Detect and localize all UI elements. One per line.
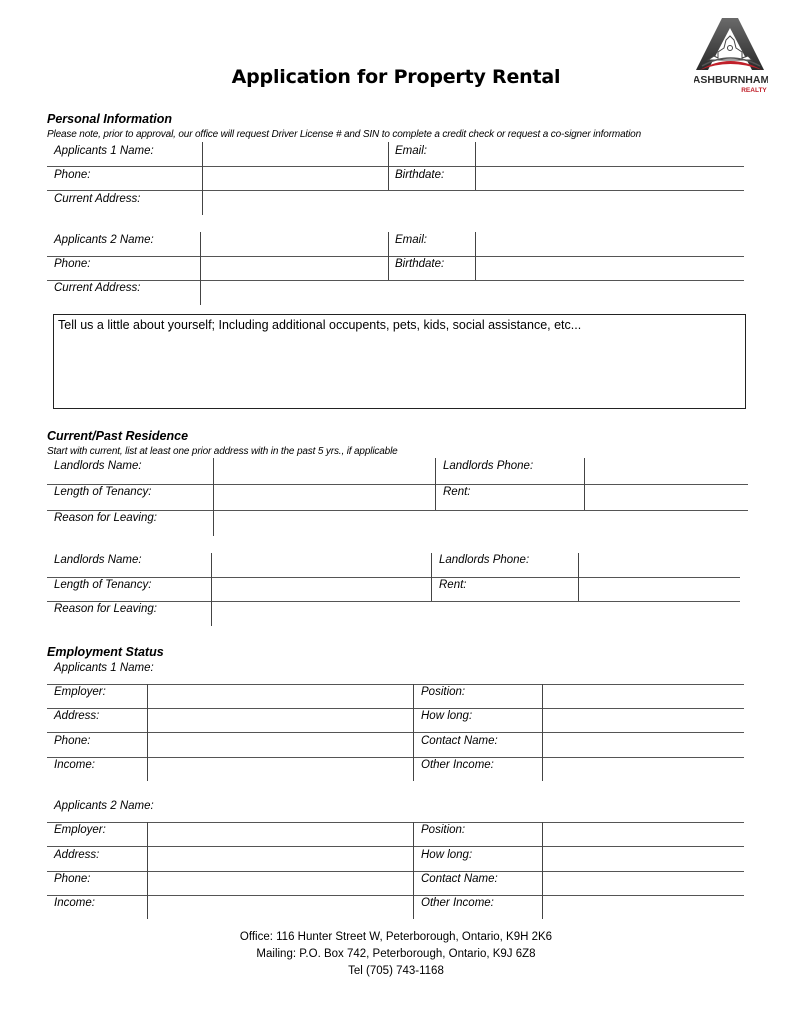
house-a-logo-icon: [694, 16, 768, 96]
landlord-name-field[interactable]: [214, 458, 435, 483]
contact-label: Contact Name:: [421, 873, 498, 885]
about-yourself-textarea[interactable]: [56, 337, 743, 406]
divider: [542, 684, 543, 781]
footer-mailing-address: Mailing: P.O. Box 742, Peterborough, Ontario, K9J 6Z8: [256, 948, 536, 960]
tenancy-field[interactable]: [214, 485, 435, 509]
applicant2-phone-field[interactable]: [202, 257, 388, 280]
applicant1-birthdate-label: Birthdate:: [395, 169, 445, 181]
divider: [584, 458, 585, 510]
rent-field[interactable]: [585, 485, 748, 509]
footer-contact: [0, 929, 792, 980]
rent-label: Rent:: [443, 486, 471, 498]
about-yourself-box: [53, 314, 746, 409]
address-label: Address:: [54, 849, 100, 861]
phone-field[interactable]: [148, 733, 413, 756]
divider: [475, 232, 476, 280]
divider: [578, 553, 579, 601]
svg-text:REALTY: REALTY: [741, 87, 767, 94]
reason-label: Reason for Leaving:: [54, 512, 157, 524]
divider: [47, 166, 744, 167]
page-title: Application for Property Rental: [231, 66, 561, 88]
divider: [47, 256, 744, 257]
reason-field[interactable]: [214, 511, 748, 535]
footer-telephone: Tel (705) 743-1168: [348, 965, 444, 977]
employer-label: Employer:: [54, 686, 106, 698]
divider: [202, 142, 203, 215]
divider: [47, 871, 744, 872]
divider: [147, 822, 148, 919]
applicant1-phone-label: Phone:: [54, 169, 91, 181]
phone-label: Phone:: [54, 873, 91, 885]
divider: [47, 732, 744, 733]
applicant2-address-label: Current Address:: [54, 282, 141, 294]
applicant1-email-label: Email:: [395, 145, 427, 157]
personal-info-heading: Personal Information: [47, 112, 173, 126]
howlong-field[interactable]: [543, 709, 744, 732]
address-label: Address:: [54, 710, 100, 722]
employment-applicant1-label: Applicants 1 Name:: [54, 662, 154, 674]
landlord-phone-field[interactable]: [585, 458, 748, 483]
landlord-name-field[interactable]: [212, 553, 431, 576]
applicant1-name-label: Applicants 1 Name:: [54, 145, 154, 157]
phone-label: Phone:: [54, 735, 91, 747]
applicant2-email-field[interactable]: [476, 232, 744, 255]
applicant2-birthdate-label: Birthdate:: [395, 258, 445, 270]
applicant2-birthdate-field[interactable]: [476, 257, 744, 280]
contact-label: Contact Name:: [421, 735, 498, 747]
applicant2-email-label: Email:: [395, 234, 427, 246]
divider: [47, 895, 744, 896]
position-field[interactable]: [543, 823, 744, 846]
landlord-phone-label: Landlords Phone:: [439, 554, 530, 566]
other-income-label: Other Income:: [421, 897, 494, 909]
residence-note: Start with current, list at least one prior address with in the past 5 yrs., if applicable: [47, 446, 398, 457]
company-logo: [694, 16, 768, 96]
position-label: Position:: [421, 686, 466, 698]
contact-field[interactable]: [543, 733, 744, 756]
position-field[interactable]: [543, 685, 744, 708]
employer-label: Employer:: [54, 824, 106, 836]
applicant1-phone-field[interactable]: [203, 167, 388, 190]
income-label: Income:: [54, 759, 95, 771]
landlord-phone-label: Landlords Phone:: [443, 460, 534, 472]
applicant1-address-field[interactable]: [203, 191, 744, 214]
employment-heading: Employment Status: [47, 645, 164, 659]
divider: [47, 190, 744, 191]
divider: [388, 232, 389, 280]
employment-applicant2-label: Applicants 2 Name:: [54, 800, 154, 812]
divider: [47, 846, 744, 847]
other-income-label: Other Income:: [421, 759, 494, 771]
divider: [47, 708, 744, 709]
divider: [211, 553, 212, 626]
position-label: Position:: [421, 824, 466, 836]
divider: [213, 458, 214, 536]
other-income-field[interactable]: [543, 896, 744, 919]
income-field[interactable]: [148, 896, 413, 919]
divider: [475, 142, 476, 190]
divider: [388, 142, 389, 190]
howlong-field[interactable]: [543, 847, 744, 870]
personal-info-note: Please note, prior to approval, our office will request Driver License # and SIN to complete a credit check or request a co-signer information: [47, 129, 642, 140]
applicant1-name-field[interactable]: [203, 142, 388, 165]
employer-field[interactable]: [148, 823, 413, 846]
divider: [47, 822, 744, 823]
divider: [47, 601, 740, 602]
footer-office-address: Office: 116 Hunter Street W, Peterborough, Ontario, K9H 2K6: [239, 931, 553, 943]
contact-field[interactable]: [543, 872, 744, 895]
landlord-name-label: Landlords Name:: [54, 460, 142, 472]
applicant1-address-label: Current Address:: [54, 193, 141, 205]
divider: [47, 510, 748, 511]
tenancy-label: Length of Tenancy:: [54, 579, 152, 591]
residence-heading: Current/Past Residence: [47, 429, 189, 443]
svg-text:ASHBURNHAM: ASHBURNHAM: [694, 74, 768, 86]
divider: [413, 822, 414, 919]
rent-field[interactable]: [579, 578, 740, 601]
divider: [47, 280, 744, 281]
about-yourself-label: Tell us a little about yourself; Including additional occupents, pets, kids, social assistance, etc...: [58, 318, 582, 332]
applicant2-phone-label: Phone:: [54, 258, 91, 270]
applicant2-address-field[interactable]: [202, 281, 744, 304]
divider: [431, 553, 432, 601]
divider: [47, 577, 740, 578]
divider: [200, 232, 201, 305]
howlong-label: How long:: [421, 710, 473, 722]
employer-field[interactable]: [148, 685, 413, 708]
howlong-label: How long:: [421, 849, 473, 861]
applicant2-name-field[interactable]: [202, 232, 388, 255]
other-income-field[interactable]: [543, 758, 744, 781]
address-field[interactable]: [148, 709, 413, 732]
applicant2-name-label: Applicants 2 Name:: [54, 234, 154, 246]
landlord-phone-field[interactable]: [579, 553, 740, 576]
tenancy-label: Length of Tenancy:: [54, 486, 152, 498]
applicant1-birthdate-field[interactable]: [476, 167, 744, 190]
divider: [435, 458, 436, 510]
phone-field[interactable]: [148, 872, 413, 895]
divider: [47, 757, 744, 758]
tenancy-field[interactable]: [212, 578, 431, 601]
reason-field[interactable]: [212, 602, 740, 625]
address-field[interactable]: [148, 847, 413, 870]
rent-label: Rent:: [439, 579, 467, 591]
divider: [542, 822, 543, 919]
divider: [47, 484, 748, 485]
income-label: Income:: [54, 897, 95, 909]
landlord-name-label: Landlords Name:: [54, 554, 142, 566]
divider: [413, 684, 414, 781]
divider: [47, 684, 744, 685]
divider: [147, 684, 148, 781]
income-field[interactable]: [148, 758, 413, 781]
applicant1-email-field[interactable]: [476, 142, 744, 165]
reason-label: Reason for Leaving:: [54, 603, 157, 615]
